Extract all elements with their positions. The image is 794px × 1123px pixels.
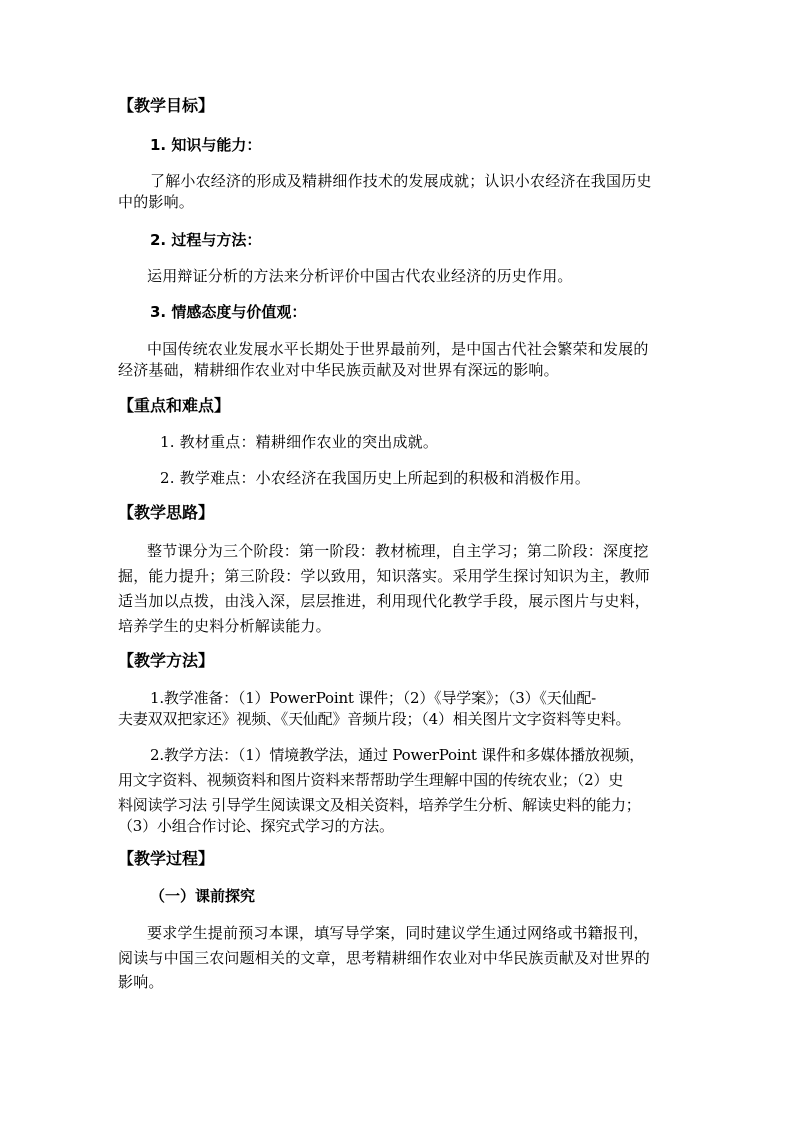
objective-1-text-line-1: 了解小农经济的形成及精耕细作技术的发展成就；认识小农经济在我国历史 xyxy=(150,172,652,190)
objective-3-text-line-2: 经济基础，精耕细作农业对中华民族贡献及对世界有深远的影响。 xyxy=(118,361,559,379)
objective-3-title: 3. 情感态度与价值观： xyxy=(150,303,307,321)
methods-para-2-line-2: 用文字资料、视频资料和图片资料来帮帮助学生理解中国的传统农业；（2）史 xyxy=(118,771,624,789)
key-point-2: 2. 教学难点：小农经济在我国历史上所起到的积极和消极作用。 xyxy=(160,469,591,487)
approach-line-3: 适当加以点拨，由浅入深，层层推进，利用现代化教学手段，展示图片与史料， xyxy=(118,592,651,610)
approach-line-1: 整节课分为三个阶段：第一阶段：教材梳理，自主学习；第二阶段：深度挖 xyxy=(147,542,649,560)
section-heading-process: 【教学过程】 xyxy=(118,849,215,868)
section-heading-key-points: 【重点和难点】 xyxy=(118,396,231,415)
objective-1-text-line-2: 中的影响。 xyxy=(118,193,195,211)
section-heading-objectives: 【教学目标】 xyxy=(118,96,215,115)
section-heading-approach: 【教学思路】 xyxy=(118,503,215,522)
methods-para-2-line-3: 料阅读学习法 引导学生阅读课文及相关资料，培养学生分析、解读史料的能力； xyxy=(118,796,641,814)
process-line-3: 影响。 xyxy=(118,973,164,991)
objective-1-title: 1. 知识与能力： xyxy=(150,136,262,154)
section-heading-methods: 【教学方法】 xyxy=(118,651,215,670)
process-line-1: 要求学生提前预习本课，填写导学案，同时建议学生通过网络或书籍报刊， xyxy=(147,924,649,942)
objective-2-text-line-1: 运用辩证分析的方法来分析评价中国古代农业经济的历史作用。 xyxy=(147,267,573,285)
objective-2-title: 2. 过程与方法： xyxy=(150,231,262,249)
process-subheading-pre-class: （一）课前探究 xyxy=(150,887,256,905)
methods-para-1-line-1: 1.教学准备：（1）PowerPoint 课件；（2）《导学案》；（3）《天仙配- xyxy=(150,689,596,707)
key-point-1: 1. 教材重点：精耕细作农业的突出成就。 xyxy=(160,433,439,451)
process-line-2: 阅读与中国三农问题相关的文章，思考精耕细作农业对中华民族贡献及对世界的 xyxy=(118,949,651,967)
methods-para-2-line-1: 2.教学方法：（1）情境教学法，通过 PowerPoint 课件和多媒体播放视频， xyxy=(150,746,645,764)
objective-3-text-line-1: 中国传统农业发展水平长期处于世界最前列，是中国古代社会繁荣和发展的 xyxy=(147,340,649,358)
methods-para-2-line-4: （3）小组合作讨论、探究式学习的方法。 xyxy=(118,817,394,835)
methods-para-1-line-2: 夫妻双双把家还》视频、《天仙配》音频片段；（4）相关图片文字资料等史料。 xyxy=(118,710,631,728)
approach-line-2: 掘，能力提升；第三阶段：学以致用，知识落实。采用学生探讨知识为主，教师 xyxy=(118,567,651,585)
approach-line-4: 培养学生的史料分析解读能力。 xyxy=(118,617,331,635)
